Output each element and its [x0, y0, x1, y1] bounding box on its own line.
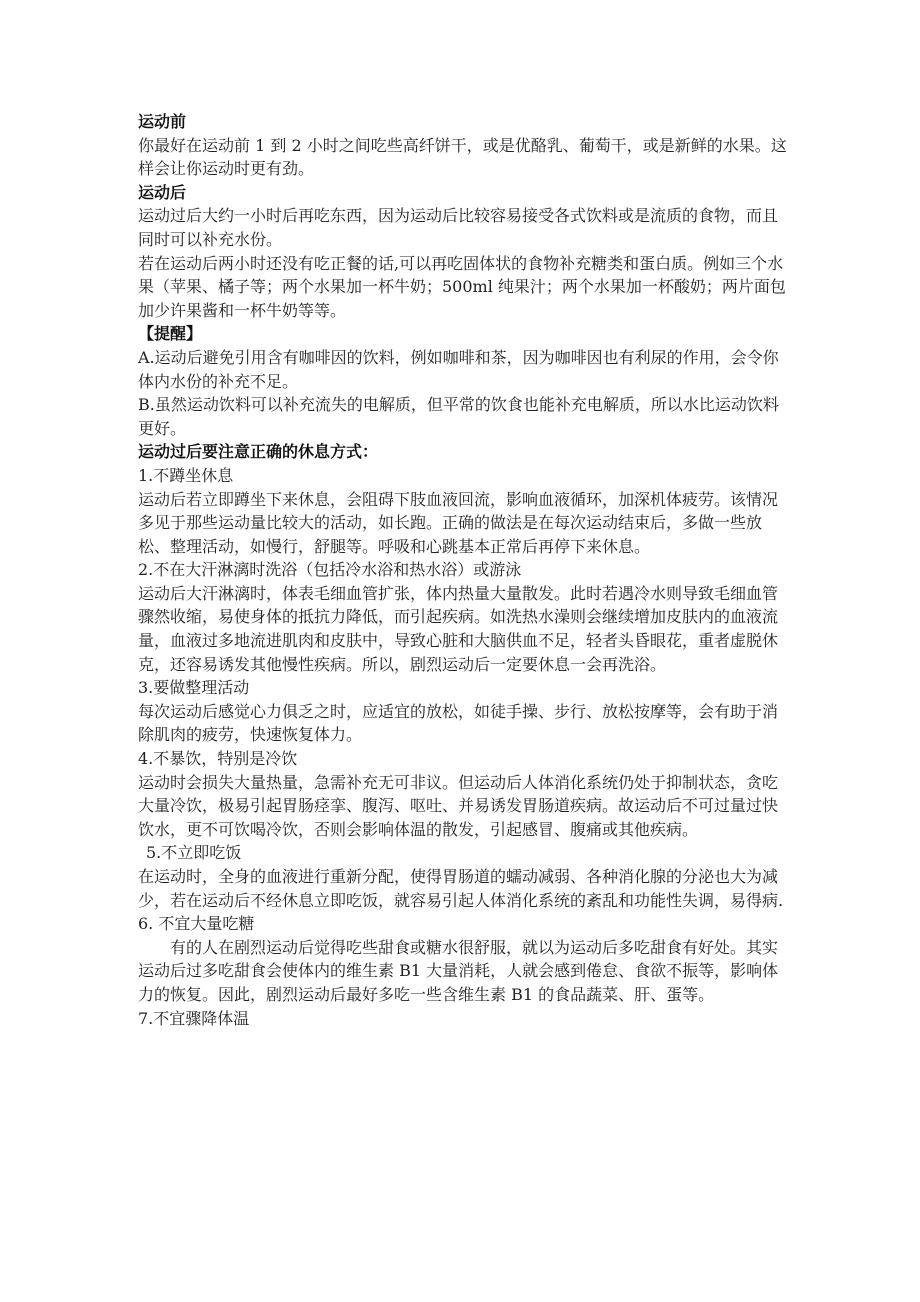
reminder-a: A.运动后避免引用含有咖啡因的饮料，例如咖啡和茶，因为咖啡因也有利尿的作用，会令你体内水份的补充不足。 — [138, 347, 779, 391]
item-4-body: 运动时会损失大量热量，急需补充无可非议。但运动后人体消化系统仍处于抑制状态，贪吃大量冷饮，极易引起胃肠痉挛、腹泻、呕吐、并易诱发胃肠道疾病。故运动后不可过量过快饮水，更不可饮喝冷饮，否则会影响体温的散发，引起感冒、腹痛或其他疾病。 — [138, 772, 779, 839]
item-5-body: 在运动时，全身的血液进行重新分配，使得胃肠道的蠕动减弱、各种消化腺的分泌也大为减少，若在运动后不经休息立即吃饭，就容易引起人体消化系统的紊乱和功能性失调，易得病. — [138, 867, 784, 910]
item-6-title: 6. 不宜大量吃糖 — [138, 914, 255, 934]
item-7-title: 7.不宜骤降体温 — [138, 1008, 250, 1028]
item-5-title: 5.不立即吃饭 — [146, 843, 242, 863]
reminder-b: B.虽然运动饮料可以补充流失的电解质，但平常的饮食也能补充电解质，所以水比运动饮料更好。 — [138, 395, 779, 438]
item-2-title: 2.不在大汗淋漓时洗浴（包括冷水浴和热水浴）或游泳 — [138, 560, 522, 580]
heading-reminder: 【提醒】 — [138, 324, 203, 344]
item-4-title: 4.不暴饮，特别是冷饮 — [138, 749, 298, 769]
paragraph-after-exercise-1: 运动过后大约一小时后再吃东西，因为运动后比较容易接受各式饮料或是流质的食物，而且同时可以补充水份。 — [138, 206, 779, 249]
item-3-body: 每次运动后感觉心力俱乏之时，应适宜的放松，如徒手操、步行、放松按摩等，会有助于消除肌肉的疲劳，快速恢复体力。 — [138, 701, 779, 745]
paragraph-after-exercise-2: 若在运动后两小时还没有吃正餐的话,可以再吃固体状的食物补充糖类和蛋白质。例如三个水果（苹果、橘子等；两个水果加一杯牛奶；500ml 纯果汁；两个水果加一杯酸奶；两片面包加少许果酱和一杯牛奶等等。 — [138, 253, 786, 320]
item-1-title: 1.不蹲坐休息 — [138, 465, 234, 485]
heading-after-exercise: 运动后 — [138, 182, 187, 202]
heading-before-exercise: 运动前 — [138, 112, 187, 131]
document-body — [138, 110, 788, 1030]
item-6-body: 有的人在剧烈运动后觉得吃些甜食或糖水很舒服，就以为运动后多吃甜食有好处。其实运动后过多吃甜食会使体内的维生素 B1 大量消耗，人就会感到倦怠、食欲不振等，影响体力的恢复。因此，剧烈运动后最好多吃一些含维生素 B1 的食品蔬菜、肝、蛋等。 — [138, 937, 779, 1004]
item-1-body: 运动后若立即蹲坐下来休息，会阻碍下肢血液回流，影响血液循环，加深机体疲劳。该情况多见于那些运动量比较大的活动，如长跑。正确的做法是在每次运动结束后，多做一些放松、整理活动，如慢行，舒腿等。呼吸和心跳基本正常后再停下来休息。 — [138, 489, 779, 556]
paragraph-before-exercise: 你最好在运动前 1 到 2 小时之间吃些高纤饼干，或是优酪乳、葡萄干，或是新鲜的水果。这样会让你运动时更有劲。 — [138, 135, 787, 179]
heading-rest-methods: 运动过后要注意正确的休息方式： — [138, 442, 379, 462]
item-2-body: 运动后大汗淋漓时，体表毛细血管扩张，体内热量大量散发。此时若遇冷水则导致毛细血管骤然收缩，易使身体的抵抗力降低，而引起疾病。如洗热水澡则会继续增加皮肤内的血液流量，血液过多地流进肌肉和皮肤中，导致心脏和大脑供血不足，轻者头昏眼花，重者虚脱休克，还容易诱发其他慢性疾病。所以，剧烈运动后一定要休息一会再洗浴。 — [138, 583, 779, 674]
item-3-title: 3.要做整理活动 — [138, 678, 250, 698]
